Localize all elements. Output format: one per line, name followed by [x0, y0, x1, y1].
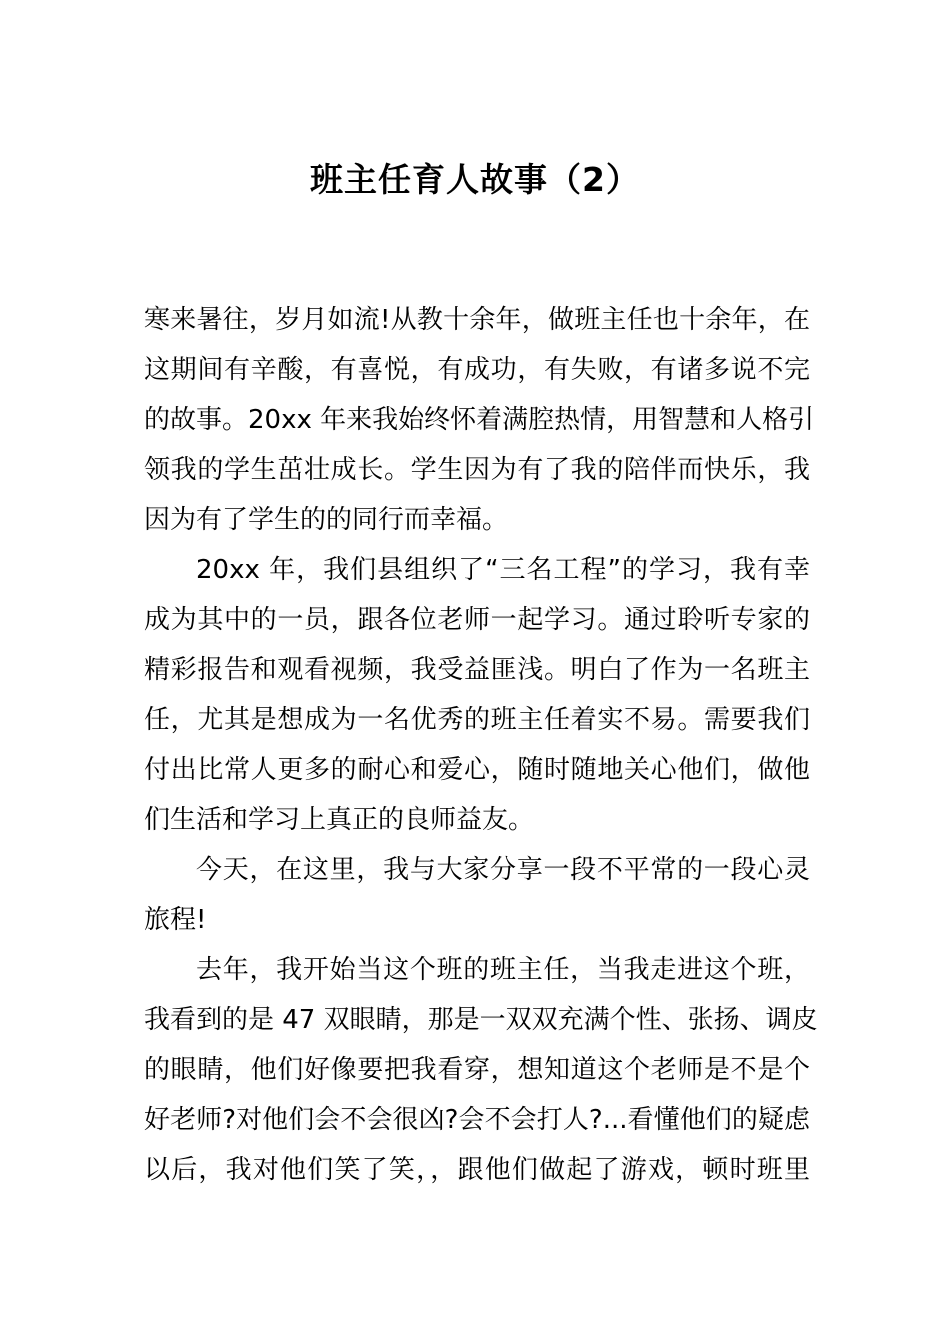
text-line: 们生活和学习上真正的良师益友。	[144, 805, 535, 835]
text-line: 去年，我开始当这个班的班主任，当我走进这个班，	[196, 955, 810, 985]
document-title: 班主任育人故事（2）	[310, 160, 640, 199]
document-body	[144, 295, 818, 1195]
text-line: 任，尤其是想成为一名优秀的班主任着实不易。需要我们	[144, 705, 810, 735]
text-line: 付出比常人更多的耐心和爱心，随时随地关心他们，做他	[144, 755, 810, 785]
text-line: 领我的学生茁壮成长。学生因为有了我的陪伴而快乐，我	[144, 455, 810, 485]
text-line: 的眼睛，他们好像要把我看穿，想知道这个老师是不是个	[144, 1055, 810, 1085]
text-line: 今天，在这里，我与大家分享一段不平常的一段心灵	[196, 855, 810, 885]
text-line: 以后，我对他们笑了笑，，跟他们做起了游戏，顿时班里	[144, 1155, 810, 1185]
text-line: 寒来暑往，岁月如流!从教十余年，做班主任也十余年，在	[144, 305, 810, 335]
text-line: 好老师?对他们会不会很凶?会不会打人?...看懂他们的疑虑	[144, 1105, 810, 1135]
text-line: 的故事。20xx 年来我始终怀着满腔热情，用智慧和人格引	[144, 405, 815, 435]
text-line: 精彩报告和观看视频，我受益匪浅。明白了作为一名班主	[144, 655, 810, 685]
text-line: 旅程!	[144, 905, 207, 935]
text-line: 这期间有辛酸，有喜悦，有成功，有失败，有诸多说不完	[144, 355, 810, 385]
text-line: 我看到的是 47 双眼睛，那是一双双充满个性、张扬、调皮	[144, 1005, 818, 1035]
text-line: 成为其中的一员，跟各位老师一起学习。通过聆听专家的	[144, 605, 810, 635]
text-line: 20xx 年，我们县组织了“三名工程”的学习，我有幸	[196, 555, 810, 585]
text-line: 因为有了学生的的同行而幸福。	[144, 505, 509, 535]
